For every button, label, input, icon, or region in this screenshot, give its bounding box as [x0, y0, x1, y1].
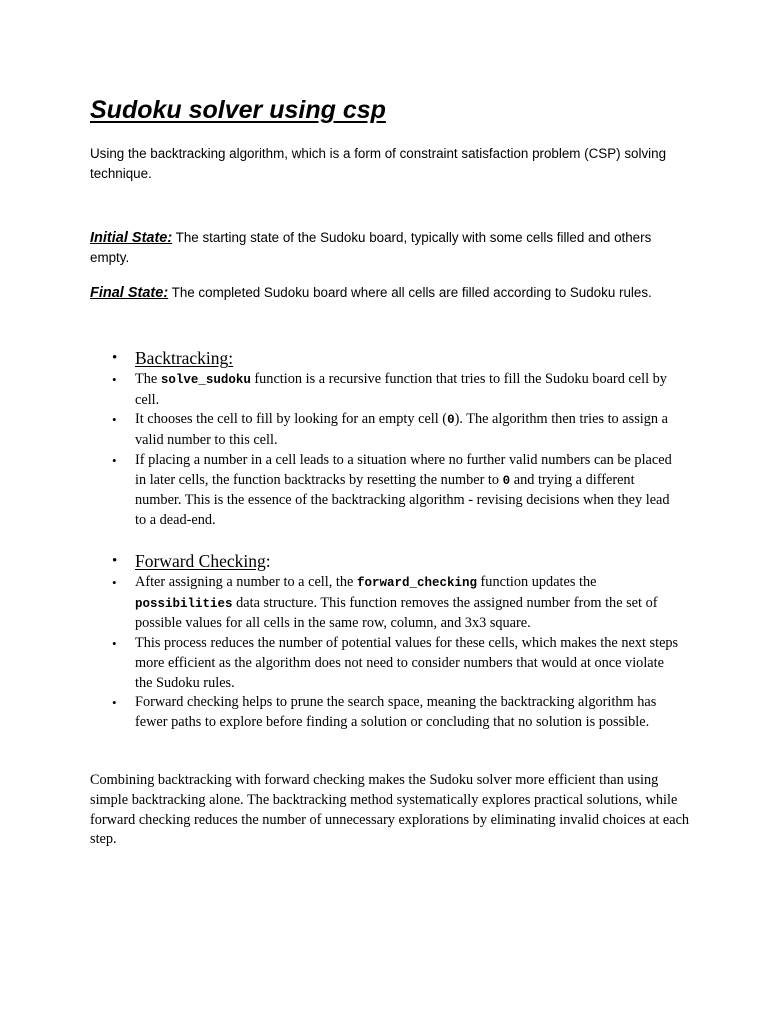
forward-checking-heading-text: Forward Checking: [135, 551, 266, 571]
bullet-icon: •: [112, 553, 118, 569]
bullet-icon: •: [112, 350, 118, 366]
forward-checking-bullet-list: [90, 573, 690, 733]
final-state-label: Final State:: [90, 285, 169, 301]
forward-checking-section: [90, 549, 690, 733]
initial-state-label: Initial State:: [90, 230, 173, 246]
initial-state-paragraph: [90, 228, 690, 268]
list-item: • This process reduces the number of potential values for these cells, which makes the next steps more efficient as the algorithm does not need to consider numbers that would at once violate the Sudoku rules.: [112, 635, 679, 691]
forward-checking-heading-colon: :: [265, 551, 271, 571]
list-item: • It chooses the cell to fill by looking for an empty cell (0). The algorithm then tries to assign a valid number to this cell.: [112, 411, 668, 449]
initial-state-text: The starting state of the Sudoku board, typically with some cells filled and others empty.: [90, 230, 652, 265]
code-solve-sudoku: solve_sudoku: [160, 373, 251, 387]
bullet-icon: •: [112, 575, 117, 590]
code-zero: 0: [447, 413, 455, 428]
backtracking-bullet-list: [90, 370, 690, 531]
backtracking-heading: [90, 346, 690, 370]
backtracking-heading-colon: :: [228, 348, 234, 368]
document-title: Sudoku solver using csp: [90, 96, 386, 124]
closing-paragraph: Combining backtracking with forward checking makes the Sudoku solver more efficient than using simple backtracking alone. The backtracking method systematically explores practical solutions, while forward checking reduces the number of unnecessary explorations by eliminating invalid choices at each step.: [90, 772, 690, 848]
list-item: • Forward checking helps to prune the search space, meaning the backtracking algorithm has fewer paths to explore before finding a solution or concluding that no solution is possible.: [112, 694, 657, 730]
backtracking-section: [90, 346, 690, 531]
code-possibilities: possibilities: [135, 596, 233, 611]
code-zero: 0: [502, 473, 511, 488]
bullet-icon: •: [112, 372, 117, 387]
backtracking-heading-text: Backtracking: [135, 348, 229, 368]
list-item: • If placing a number in a cell leads to a situation where no further valid numbers can be placed in later cells, the function backtracks by resetting the number to 0 and trying a different number. This is the essence of the backtracking algorithm - revising decisions when they lead to a dead-end.: [112, 451, 672, 528]
code-forward-checking: forward_checking: [356, 576, 477, 590]
list-item: • After assigning a number to a cell, the forward_checking function updates the possibilities data structure. This function removes the assigned number from the set of possible values for all cells in the same row, column, and 3x3 square.: [112, 574, 658, 632]
bullet-icon: •: [112, 695, 117, 711]
forward-checking-heading: [90, 549, 690, 573]
list-item: • The solve_sudoku function is a recursive function that tries to fill the Sudoku board cell by cell.: [112, 371, 667, 408]
bullet-icon: •: [112, 452, 117, 468]
bullet-icon: •: [112, 412, 117, 428]
final-state-text: The completed Sudoku board where all cells are filled according to Sudoku rules.: [168, 285, 652, 300]
bullet-icon: •: [112, 636, 117, 652]
final-state-paragraph: [90, 283, 690, 303]
intro-paragraph: Using the backtracking algorithm, which is a form of constraint satisfaction problem (CSP) solving technique.: [90, 146, 667, 181]
